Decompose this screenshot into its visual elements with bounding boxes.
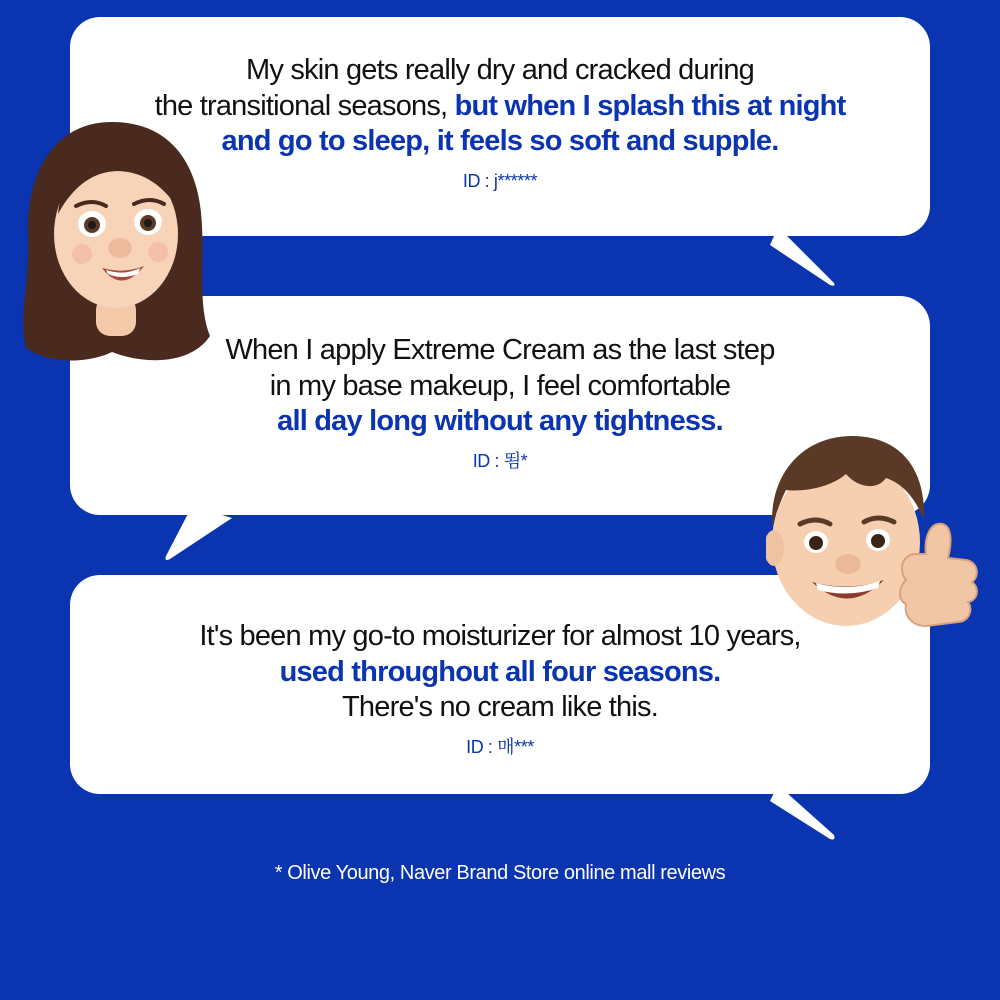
review-1-line-3: and go to sleep, it feels so soft and supple. [221,125,779,157]
bubble-tail [162,506,232,566]
review-3-id: ID : 매*** [466,736,534,757]
review-3-line-2: used throughout all four seasons. [279,655,721,688]
review-2-line-3: all day long without any tightness. [277,405,723,437]
review-1-line-1: My skin gets really dry and cracked during [246,54,754,86]
memoji-woman-icon [12,116,216,366]
review-2-id: ID : 뙴* [472,450,528,471]
memoji-man-thumbs-up-icon [766,430,980,652]
review-2-line-2: in my base makeup, I feel comfortable [269,369,731,402]
review-1-id: ID : j****** [462,170,538,191]
review-1-line-2-plain: the transitional seasons, [154,89,455,122]
review-3-line-1: It's been my go-to moisturizer for almost 10 years, [199,620,801,652]
source-footnote: * Olive Young, Naver Brand Store online mall reviews [274,862,726,884]
bubble-tail [770,785,840,845]
review-3-line-3: There's no cream like this. [342,691,658,723]
review-1-line-2-highlight: but when I splash this at night [454,89,846,122]
bubble-tail [770,227,840,297]
review-2-line-1: When I apply Extreme Cream as the last step [225,334,775,366]
